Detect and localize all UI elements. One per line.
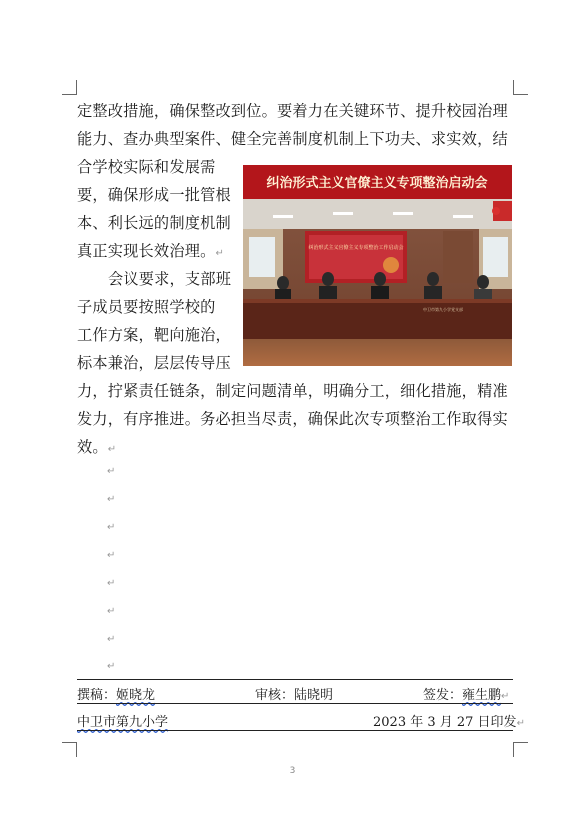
drafter: [77, 684, 155, 703]
screen-title: 纠治形式主义官僚主义专项整治工作启动会: [308, 245, 404, 251]
empty-paragraph-mark: ↵: [107, 550, 116, 561]
body-text-line: 要，确保形成一批管根: [77, 186, 231, 204]
paragraph-mark: ↵: [501, 691, 510, 702]
paragraph-mark: ↵: [516, 718, 525, 729]
crop-mark-bottom-right: [513, 742, 528, 757]
crop-mark-top-right: [513, 80, 528, 95]
body-text-line: 合学校实际和发展需: [77, 158, 216, 176]
body-text: 真正实现长效治理。: [77, 242, 216, 260]
body-text-line: 标本兼治，层层传导压: [77, 354, 231, 372]
body-text-line: 发力，有序推进。务必担当尽责，确保此次专项整治工作取得实: [77, 410, 508, 428]
reviewer-label: 审核：: [255, 688, 295, 703]
body-text-line: 本、利长远的制度机制: [77, 214, 231, 232]
paragraph-mark: ↵: [215, 248, 225, 259]
crop-mark-top-left: [62, 80, 77, 95]
body-text-line: 定整改措施，确保整改到位。要着力在关键环节、提升校园治理: [77, 102, 508, 120]
drafter-name: 姬晓龙: [116, 688, 156, 703]
empty-paragraph-mark: ↵: [107, 634, 116, 645]
empty-paragraph-mark: ↵: [107, 522, 116, 533]
paragraph-mark: ↵: [107, 444, 117, 455]
body-text-line: 子成员要按照学校的: [77, 298, 216, 316]
empty-paragraph-mark: ↵: [107, 494, 116, 505]
meeting-photo: [243, 165, 512, 366]
drafter-label: 撰稿：: [77, 688, 117, 703]
body-text-line: [77, 241, 237, 264]
body-text-line: 力，拧紧责任链条，制定问题清单，明确分工，细化措施，精准: [77, 382, 508, 400]
body-text-line: [77, 437, 513, 460]
reviewer-name: 陆晓明: [294, 688, 334, 703]
body-text-line: [77, 269, 237, 289]
issuer: [423, 684, 509, 703]
issuer-name: 雍生鹏: [462, 688, 502, 703]
issuer-label: 签发：: [423, 688, 463, 703]
empty-paragraph-mark: ↵: [107, 578, 116, 589]
issue-date: 2023 年 3 月 27 日印发: [373, 715, 517, 730]
crop-mark-bottom-left: [62, 742, 77, 757]
page-number: 3: [289, 766, 296, 776]
body-text-line: 工作方案，靶向施治，: [77, 326, 231, 344]
footer-rule-top: [77, 679, 513, 680]
table-sign: 中卫市第九小学党支部: [423, 307, 463, 312]
issuing-organization: 中卫市第九小学: [77, 715, 169, 730]
empty-paragraph-mark: ↵: [107, 606, 116, 617]
banner-text: 纠治形式主义官僚主义专项整治启动会: [266, 176, 488, 191]
empty-paragraph-mark: ↵: [107, 661, 116, 672]
meeting-photo-drawing: [243, 165, 512, 366]
body-text-line: 能力、查办典型案件、健全完善制度机制上下功夫、求实效，结: [77, 130, 508, 148]
footer-rule-bottom: [77, 730, 513, 731]
body-text: 效。: [77, 438, 108, 456]
issue-date-wrap: [373, 711, 525, 730]
reviewer: [255, 684, 333, 703]
body-text: 会议要求，支部班: [108, 270, 232, 288]
empty-paragraph-mark: ↵: [107, 466, 116, 477]
footer-rule-middle: [77, 703, 513, 704]
